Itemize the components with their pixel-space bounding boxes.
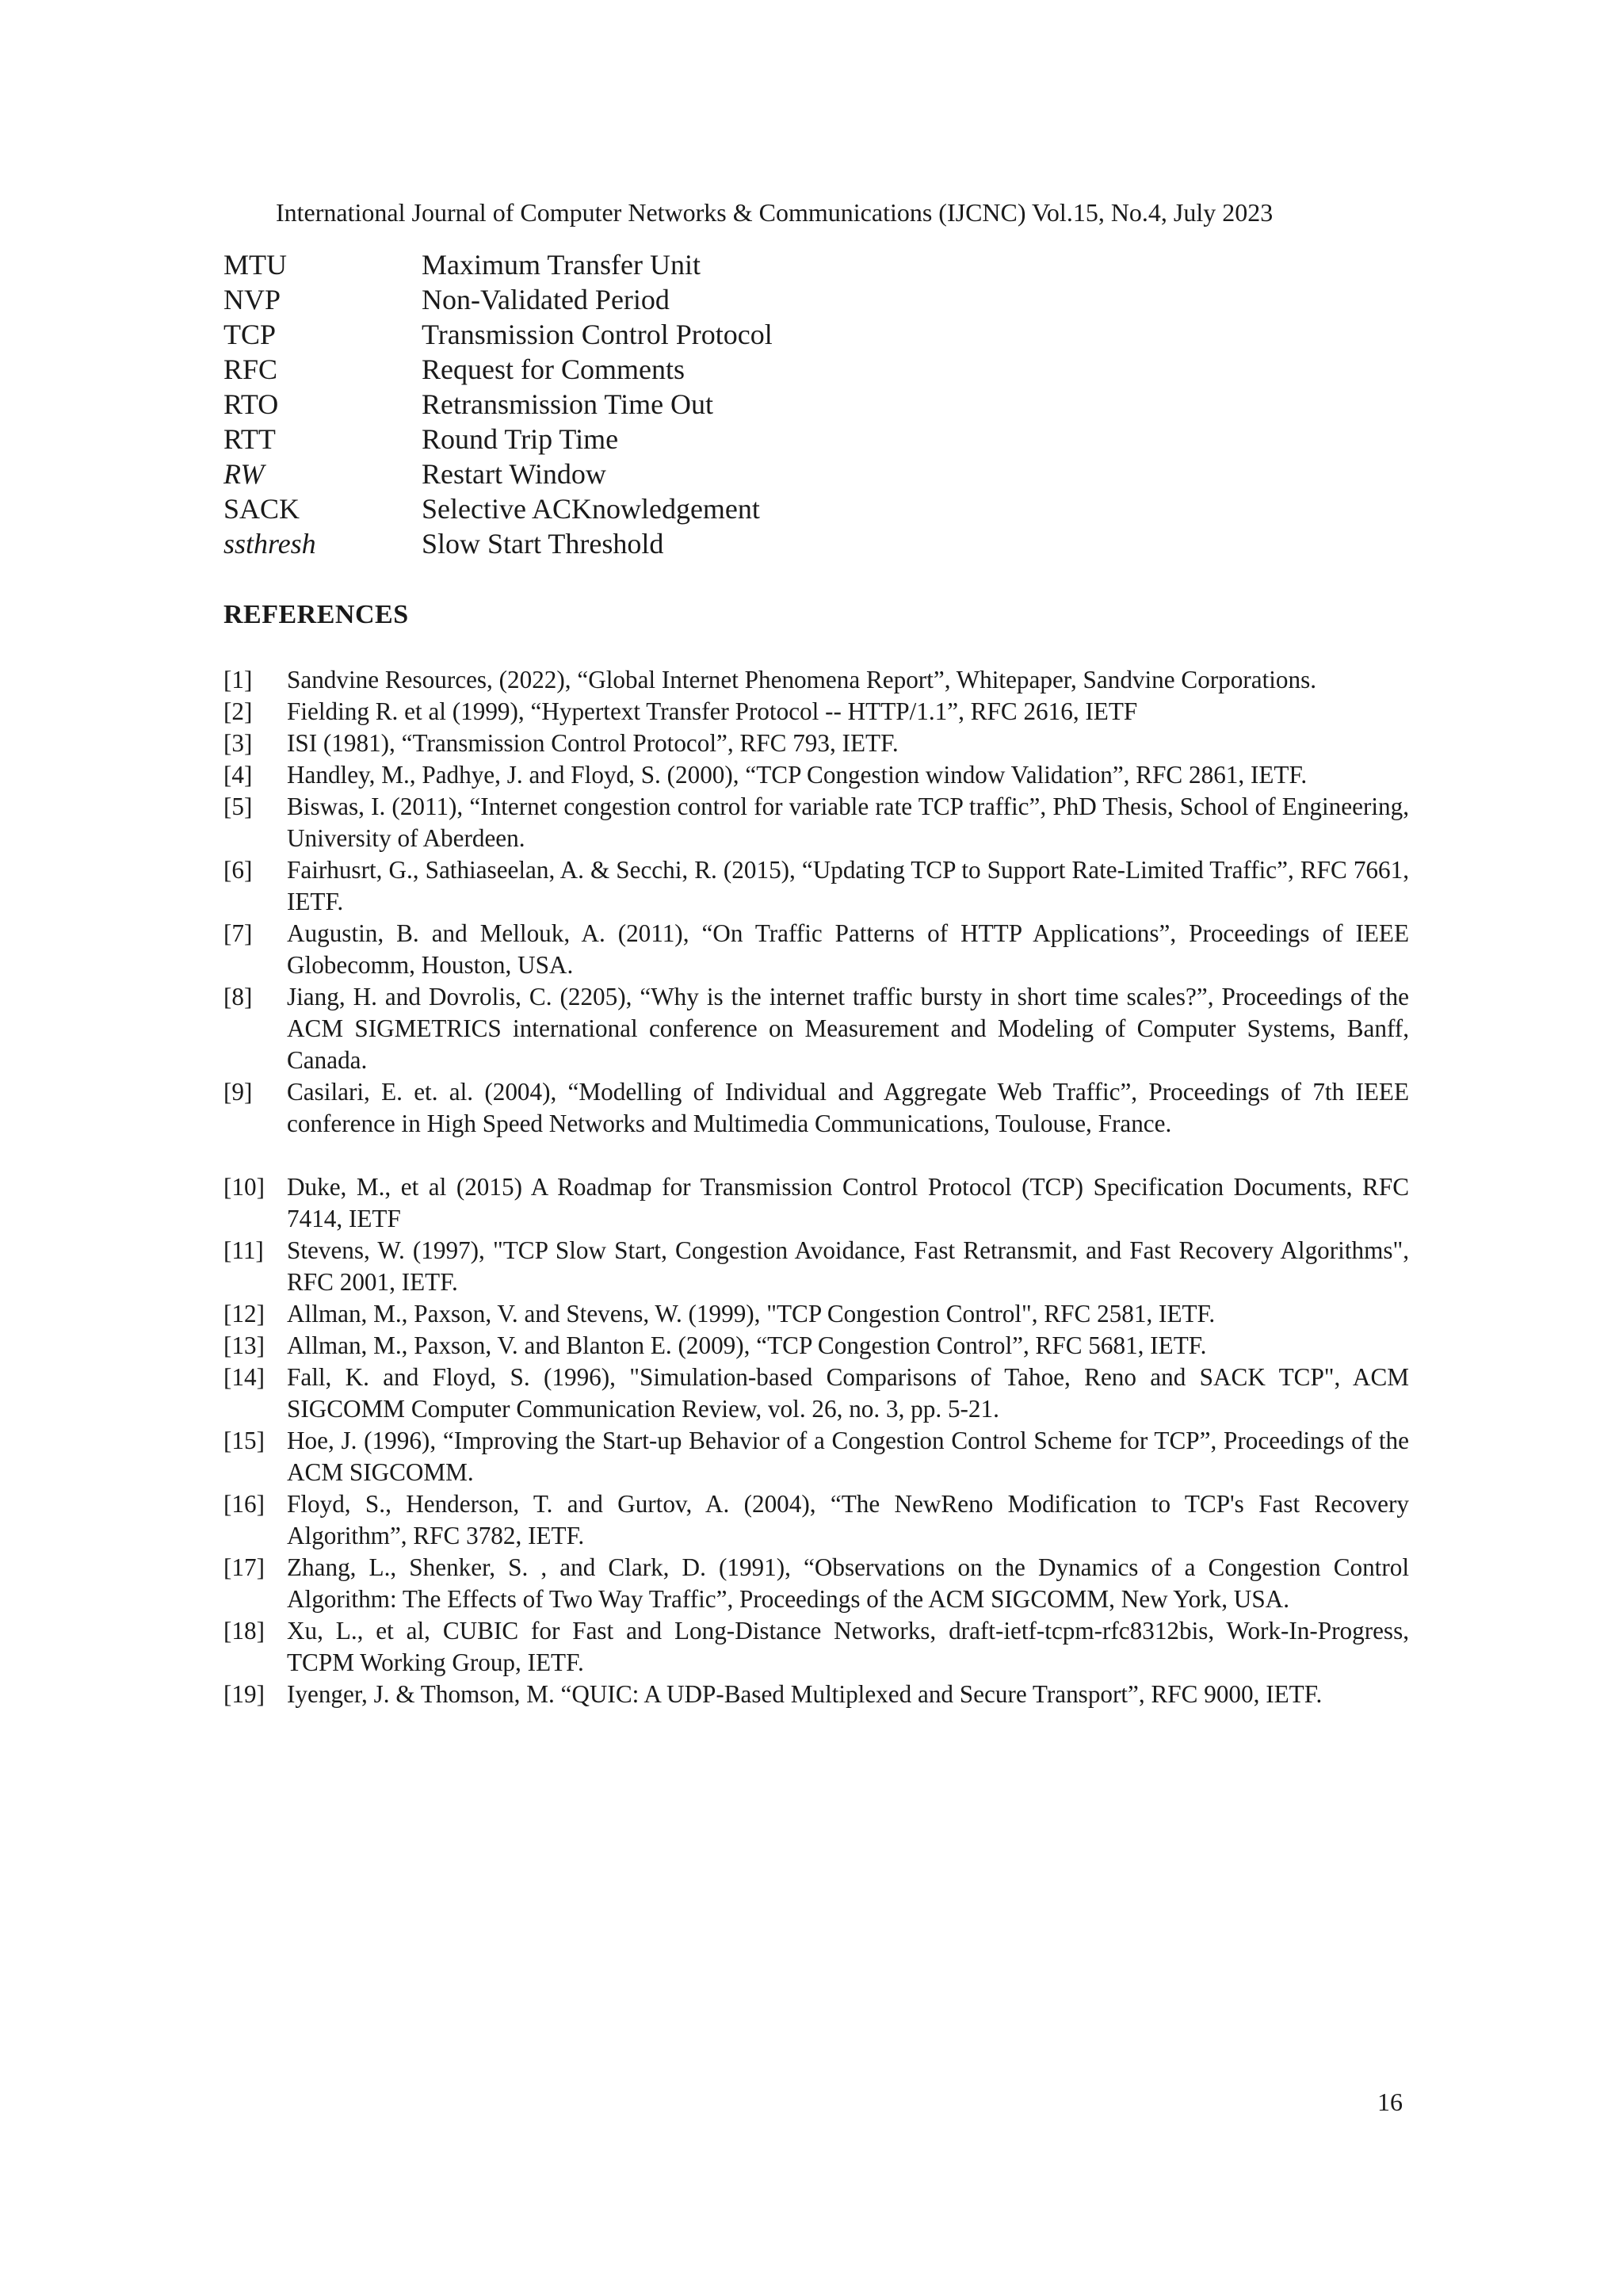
abbreviation-definition: Round Trip Time — [422, 423, 619, 455]
abbreviation-term: RW — [223, 458, 265, 490]
reference-item — [223, 728, 1409, 759]
reference-number: [8] — [223, 983, 253, 1010]
reference-text: Allman, M., Paxson, V. and Stevens, W. (1999), "TCP Congestion Control", RFC 2581, IETF. — [287, 1300, 1216, 1328]
reference-number: [18] — [223, 1617, 265, 1645]
reference-item — [223, 1076, 1409, 1140]
reference-text: Handley, M., Padhye, J. and Floyd, S. (2000), “TCP Congestion window Validation”, RFC 2861, IETF. — [287, 761, 1308, 789]
reference-text: Augustin, B. and Mellouk, A. (2011), “On Traffic Patterns of HTTP Applications”, Proceedings of IEEE Globecomm, Houston, USA. — [287, 919, 1409, 979]
abbreviation-definition: Restart Window — [422, 458, 606, 490]
reference-item — [223, 1615, 1409, 1679]
reference-item — [223, 918, 1409, 981]
abbreviation-list — [223, 247, 1412, 561]
abbreviation-row — [223, 317, 1412, 352]
reference-number: [17] — [223, 1553, 265, 1581]
page-number: 16 — [1377, 2088, 1403, 2116]
abbreviation-definition: Slow Start Threshold — [422, 528, 664, 560]
reference-text: Xu, L., et al, CUBIC for Fast and Long-Distance Networks, draft-ietf-tcpm-rfc8312bis, Work-In-Progress, TCPM Working Group, IETF. — [287, 1617, 1409, 1676]
reference-text: Zhang, L., Shenker, S. , and Clark, D. (1991), “Observations on the Dynamics of a Congestion Control Algorithm: The Effects of Two Way Traffic”, Proceedings of the ACM SIGCOMM, New York, USA. — [287, 1553, 1409, 1613]
reference-item — [223, 759, 1409, 791]
reference-item — [223, 1488, 1409, 1552]
reference-item — [223, 1425, 1409, 1488]
reference-number: [14] — [223, 1363, 265, 1391]
abbreviation-term: TCP — [223, 319, 277, 350]
reference-number: [7] — [223, 919, 253, 947]
abbreviation-term: RFC — [223, 353, 278, 385]
reference-item — [223, 696, 1409, 728]
reference-item — [223, 1362, 1409, 1425]
abbreviation-row — [223, 422, 1412, 457]
reference-number: [13] — [223, 1331, 265, 1359]
reference-text: Biswas, I. (2011), “Internet congestion control for variable rate TCP traffic”, PhD Thesis, School of Engineering, University of Aberdeen. — [287, 793, 1409, 852]
reference-number: [19] — [223, 1680, 265, 1708]
abbreviation-definition: Request for Comments — [422, 353, 685, 385]
abbreviation-term: RTO — [223, 388, 279, 420]
abbreviation-definition: Selective ACKnowledgement — [422, 493, 760, 525]
abbreviation-definition: Maximum Transfer Unit — [422, 249, 701, 281]
abbreviation-row — [223, 387, 1412, 422]
reference-text: Iyenger, J. & Thomson, M. “QUIC: A UDP-Based Multiplexed and Secure Transport”, RFC 9000, IETF. — [287, 1680, 1323, 1708]
reference-number: [12] — [223, 1300, 265, 1328]
abbreviation-definition: Non-Validated Period — [422, 284, 670, 315]
reference-number: [9] — [223, 1078, 253, 1106]
reference-number: [6] — [223, 856, 253, 884]
reference-number: [4] — [223, 761, 253, 789]
reference-text: Sandvine Resources, (2022), “Global Internet Phenomena Report”, Whitepaper, Sandvine Corporations. — [287, 666, 1317, 693]
reference-text: Casilari, E. et. al. (2004), “Modelling of Individual and Aggregate Web Traffic”, Proceedings of 7th IEEE conference in High Speed Networks and Multimedia Communications, Toulouse, France. — [287, 1078, 1409, 1137]
abbreviation-row — [223, 526, 1412, 561]
reference-item — [223, 791, 1409, 854]
abbreviation-row — [223, 282, 1412, 317]
references-heading: REFERENCES — [223, 600, 409, 629]
abbreviation-term: MTU — [223, 249, 287, 281]
reference-item — [223, 1679, 1409, 1710]
abbreviation-definition: Retransmission Time Out — [422, 388, 714, 420]
reference-list — [223, 664, 1409, 1710]
reference-text: Duke, M., et al (2015) A Roadmap for Transmission Control Protocol (TCP) Specification Documents, RFC 7414, IETF — [287, 1173, 1409, 1232]
reference-text: Fairhusrt, G., Sathiaseelan, A. & Secchi, R. (2015), “Updating TCP to Support Rate-Limited Traffic”, RFC 7661, IETF. — [287, 856, 1409, 915]
reference-text: Hoe, J. (1996), “Improving the Start-up Behavior of a Congestion Control Scheme for TCP”, Proceedings of the ACM SIGCOMM. — [287, 1427, 1409, 1486]
reference-text: Floyd, S., Henderson, T. and Gurtov, A. (2004), “The NewReno Modification to TCP's Fast Recovery Algorithm”, RFC 3782, IETF. — [287, 1490, 1409, 1549]
reference-text: Fall, K. and Floyd, S. (1996), "Simulation-based Comparisons of Tahoe, Reno and SACK TCP", ACM SIGCOMM Computer Communication Review, vol. 26, no. 3, pp. 5-21. — [287, 1363, 1409, 1423]
abbreviation-row — [223, 457, 1412, 491]
abbreviation-term: RTT — [223, 423, 276, 455]
reference-number: [2] — [223, 697, 253, 725]
reference-item — [223, 1235, 1409, 1298]
reference-item — [223, 1552, 1409, 1615]
reference-item — [223, 1330, 1409, 1362]
abbreviation-row — [223, 491, 1412, 526]
reference-text: Fielding R. et al (1999), “Hypertext Transfer Protocol -- HTTP/1.1”, RFC 2616, IETF — [287, 697, 1138, 725]
reference-number: [10] — [223, 1173, 265, 1201]
reference-number: [11] — [223, 1236, 264, 1264]
reference-number: [1] — [223, 666, 253, 693]
reference-item — [223, 1171, 1409, 1235]
abbreviation-term: SACK — [223, 493, 300, 525]
reference-item — [223, 664, 1409, 696]
abbreviation-term: ssthresh — [223, 528, 316, 560]
reference-number: [16] — [223, 1490, 265, 1518]
reference-text: ISI (1981), “Transmission Control Protocol”, RFC 793, IETF. — [287, 729, 899, 757]
reference-number: [15] — [223, 1427, 265, 1454]
reference-item — [223, 1298, 1409, 1330]
reference-number: [3] — [223, 729, 253, 757]
abbreviation-row — [223, 352, 1412, 387]
abbreviation-row — [223, 247, 1412, 282]
abbreviation-definition: Transmission Control Protocol — [422, 319, 773, 350]
running-header: International Journal of Computer Networks & Communications (IJCNC) Vol.15, No.4, July 2023 — [276, 198, 1274, 227]
reference-text: Jiang, H. and Dovrolis, C. (2205), “Why is the internet traffic bursty in short time scales?”, Proceedings of the ACM SIGMETRICS international conference on Measurement and Modeling of Computer Systems, Banff, Canada. — [287, 983, 1409, 1074]
reference-text: Allman, M., Paxson, V. and Blanton E. (2009), “TCP Congestion Control”, RFC 5681, IETF. — [287, 1331, 1207, 1359]
abbreviation-term: NVP — [223, 284, 281, 315]
reference-text: Stevens, W. (1997), "TCP Slow Start, Congestion Avoidance, Fast Retransmit, and Fast Recovery Algorithms", RFC 2001, IETF. — [287, 1236, 1409, 1296]
reference-item — [223, 854, 1409, 918]
reference-number: [5] — [223, 793, 253, 820]
reference-item — [223, 981, 1409, 1076]
